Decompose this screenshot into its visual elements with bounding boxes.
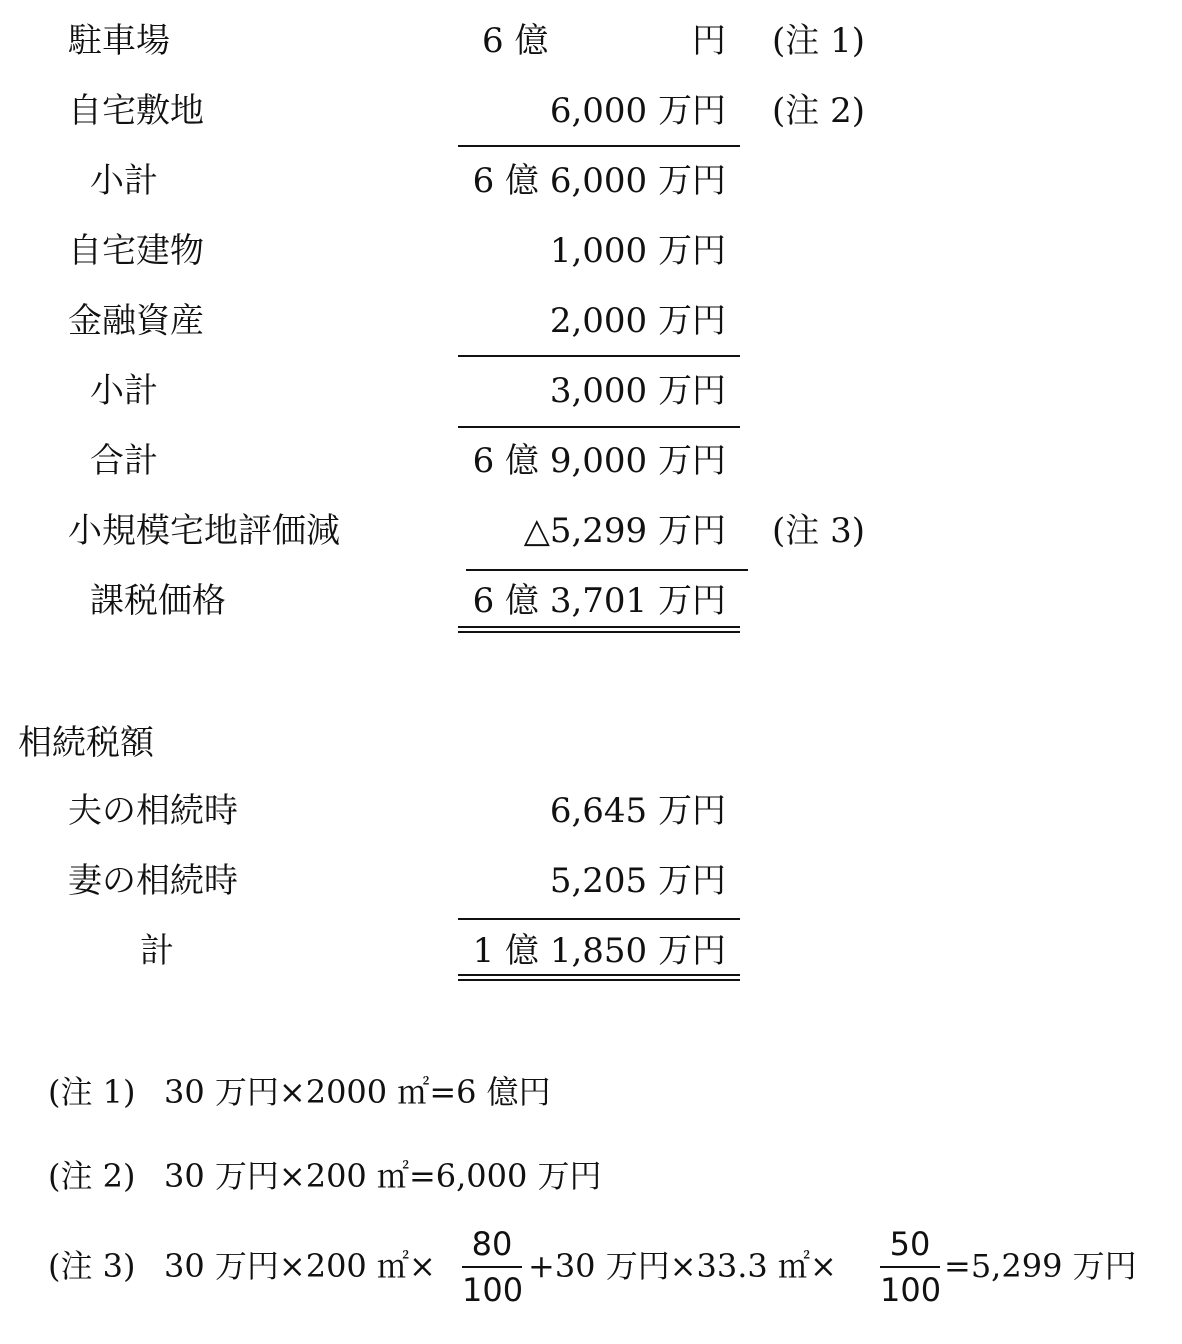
fraction-denominator: 100 — [880, 1271, 942, 1309]
note-1-label: (注 1) — [48, 1073, 136, 1111]
row-amount-home-building: 1,000 万円 — [549, 231, 726, 271]
note-3-part-2: +30 万円×33.3 ㎡× — [528, 1247, 837, 1285]
note-2-formula: 30 万円×200 ㎡=6,000 万円 — [164, 1157, 602, 1195]
row-label-financial-assets: 金融資産 — [68, 301, 204, 341]
note-3-fraction-1 — [462, 1225, 524, 1309]
note-3-part-3: =5,299 万円 — [944, 1247, 1137, 1285]
row-amount-husband: 6,645 万円 — [549, 791, 726, 831]
rule-line — [458, 145, 740, 147]
row-note-home-land: (注 2) — [772, 91, 865, 131]
row-note-small-land-reduction: (注 3) — [772, 511, 865, 551]
note-3-fraction-2 — [880, 1225, 942, 1309]
row-label-wife: 妻の相続時 — [68, 861, 238, 901]
row-label-subtotal-2: 小計 — [90, 371, 158, 411]
rule-line — [458, 918, 740, 920]
row-amount-financial-assets: 2,000 万円 — [549, 301, 726, 341]
row-amount-wife: 5,205 万円 — [549, 861, 726, 901]
row-amount-subtotal-2: 3,000 万円 — [549, 371, 726, 411]
row-label-tax-total: 計 — [140, 931, 174, 971]
section-heading: 相続税額 — [18, 723, 154, 763]
row-amount-parking-yen: 円 — [692, 21, 726, 61]
row-amount-total: 6 億 9,000 万円 — [472, 441, 726, 481]
rule-line — [458, 355, 740, 357]
row-label-subtotal-1: 小計 — [90, 161, 158, 201]
row-amount-home-land: 6,000 万円 — [549, 91, 726, 131]
row-label-home-building: 自宅建物 — [68, 231, 204, 271]
row-label-home-land: 自宅敷地 — [68, 91, 204, 131]
row-note-parking: (注 1) — [772, 21, 865, 61]
rule-line — [466, 569, 748, 571]
row-amount-tax-total: 1 億 1,850 万円 — [472, 931, 726, 971]
row-amount-parking-oku: 6 億 — [482, 21, 549, 61]
note-1-formula: 30 万円×2000 ㎡=6 億円 — [164, 1073, 551, 1111]
row-amount-subtotal-1: 6 億 6,000 万円 — [472, 161, 726, 201]
row-amount-small-land-reduction: △5,299 万円 — [523, 511, 726, 551]
fraction-numerator: 80 — [471, 1225, 513, 1263]
fraction-denominator: 100 — [462, 1271, 524, 1309]
row-label-husband: 夫の相続時 — [68, 791, 238, 831]
double-rule-line — [458, 974, 740, 981]
note-3-part-1: 30 万円×200 ㎡× — [164, 1247, 436, 1285]
fraction-bar — [880, 1266, 940, 1268]
note-2-label: (注 2) — [48, 1157, 136, 1195]
row-label-taxable-value: 課税価格 — [90, 581, 226, 621]
rule-line — [458, 426, 740, 428]
double-rule-line — [458, 626, 740, 633]
fraction-numerator: 50 — [889, 1225, 931, 1263]
fraction-bar — [462, 1266, 522, 1268]
note-3-label: (注 3) — [48, 1247, 136, 1285]
row-amount-taxable-value: 6 億 3,701 万円 — [472, 581, 726, 621]
row-label-small-land-reduction: 小規模宅地評価減 — [68, 511, 340, 551]
row-label-parking: 駐車場 — [68, 21, 170, 61]
row-label-total: 合計 — [90, 441, 158, 481]
